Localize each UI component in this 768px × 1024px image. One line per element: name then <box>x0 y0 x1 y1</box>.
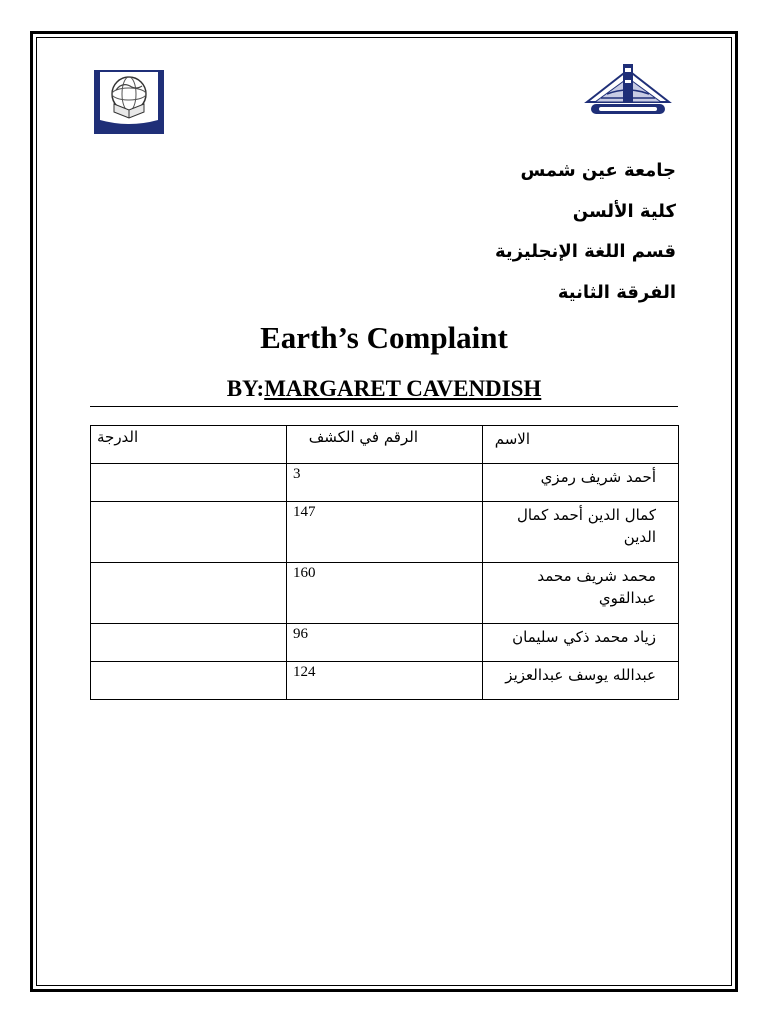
grade-cell <box>91 464 287 502</box>
table-row <box>91 464 679 502</box>
number-cell: 96 <box>287 624 483 662</box>
name-cell: أحمد شريف رمزي <box>483 464 679 502</box>
table-row <box>91 662 679 700</box>
student-table <box>90 425 679 700</box>
table-row <box>91 502 679 563</box>
grade-cell <box>91 624 287 662</box>
byline-prefix: BY: <box>226 376 265 401</box>
university-logo <box>581 60 675 120</box>
number-cell: 124 <box>287 662 483 700</box>
number-cell: 147 <box>287 502 483 563</box>
name-cell: محمد شريف محمد عبدالقوي <box>483 563 679 624</box>
academic-year: الفرقة الثانية <box>557 282 676 303</box>
byline-author: MARGARET CAVENDISH <box>264 376 542 401</box>
name-cell: كمال الدين أحمد كمال الدين <box>483 502 679 563</box>
grade-cell <box>91 662 287 700</box>
university-name: جامعة عين شمس <box>520 160 676 181</box>
department-name: قسم اللغة الإنجليزية <box>495 241 676 262</box>
document-title: Earth’s Complaint <box>260 320 508 355</box>
name-cell: عبدالله يوسف عبدالعزيز <box>483 662 679 700</box>
number-cell: 160 <box>287 563 483 624</box>
faculty-logo-graphic <box>92 68 166 136</box>
faculty-logo <box>92 68 166 136</box>
grade-cell <box>91 502 287 563</box>
table-row <box>91 624 679 662</box>
title-rule <box>90 406 678 407</box>
table-row <box>91 563 679 624</box>
header-name: الاسم <box>483 426 679 464</box>
byline <box>0 376 768 402</box>
table-header-row <box>91 426 679 464</box>
header-grade: الدرجة <box>91 426 287 464</box>
header-number: الرقم في الكشف <box>287 426 483 464</box>
name-cell: زياد محمد ذكي سليمان <box>483 624 679 662</box>
grade-cell <box>91 563 287 624</box>
number-cell: 3 <box>287 464 483 502</box>
university-logo-graphic <box>581 60 675 120</box>
faculty-name: كلية الألسن <box>572 201 676 222</box>
